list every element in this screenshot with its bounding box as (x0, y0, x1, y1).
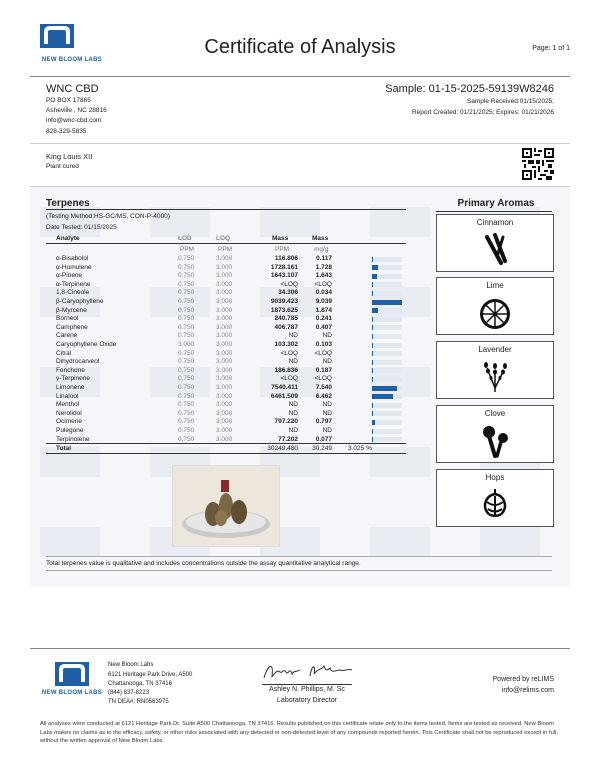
analyte-mass-ppm: ND (288, 409, 298, 417)
analyte-loq: 3.000 (216, 401, 233, 409)
signature-image (252, 658, 362, 684)
analyte-mass-mgg: 1.643 (315, 272, 332, 280)
analyte-loq: 3.000 (216, 332, 233, 340)
client-address-1: PO BOX 17865 (46, 97, 91, 104)
analyte-bar (372, 403, 373, 408)
analyte-mass-mgg: ND (322, 427, 332, 434)
analyte-bar (372, 291, 373, 296)
header-divider (30, 76, 570, 77)
analyte-loq: 3.000 (216, 435, 233, 443)
unit-mass-ppm: PPM (275, 246, 290, 253)
analyte-bar-track (372, 360, 402, 365)
analyte-mass-mgg: 1.728 (315, 263, 332, 271)
aroma-card-hops (436, 469, 554, 527)
analyte-name: Terpinolene (56, 435, 90, 443)
clove-icon (477, 422, 513, 458)
aroma-card-lavender (436, 341, 554, 399)
analyte-bar (372, 377, 373, 382)
analyte-bar (372, 351, 373, 356)
hops-icon (477, 486, 513, 522)
analyte-bar-track (372, 368, 402, 373)
col-header-analyte: Analyte (56, 235, 80, 242)
analyte-mass-ppm: ND (288, 401, 298, 409)
analyte-bar (372, 411, 373, 416)
analyte-mass-mgg: ND (322, 358, 332, 366)
analyte-mass-mgg: 0.077 (315, 435, 332, 443)
client-phone: 828-329-5835 (46, 128, 87, 135)
analyte-name: α-Bisabolol (56, 255, 89, 262)
aromas-title: Primary Aromas (457, 198, 535, 209)
analyte-lod: 0.750 (178, 427, 195, 434)
analyte-mass-mgg: ND (322, 332, 332, 340)
terpenes-method: (Testing Method:HS-GC/MS, CON-P-4000) (46, 213, 170, 220)
footer-lab-street: 6121 Heritage Park Drive, A500 (108, 672, 193, 678)
analyte-name: Carene (56, 332, 78, 340)
analyte-loq: 3.000 (216, 418, 233, 426)
analyte-bar (372, 437, 373, 442)
analyte-mass-ppm: 34.306 (278, 289, 298, 297)
footer-logo (38, 660, 106, 704)
analyte-mass-mgg: 7.540 (315, 384, 332, 391)
analyte-name: Fenchone (56, 366, 85, 374)
analyte-lod: 0.750 (178, 392, 195, 400)
analyte-loq: 3.000 (216, 323, 233, 331)
analyte-mass-mgg: <LOQ (314, 280, 332, 288)
analyte-mass-ppm: 1643.107 (270, 272, 298, 280)
page-title: Certificate of Analysis (204, 36, 396, 58)
analyte-loq: 3.000 (216, 289, 233, 297)
client-email: info@wnc-cbd.com (46, 117, 102, 124)
analyte-bar-track (372, 420, 402, 425)
analyte-mass-mgg: ND (322, 401, 332, 409)
analyte-bar (372, 343, 373, 348)
analyte-bar (372, 325, 373, 330)
analyte-mass-mgg: 0.034 (315, 289, 332, 297)
analyte-bar (372, 308, 378, 313)
analyte-bar-track (372, 325, 402, 330)
aroma-label: Lavender (478, 345, 512, 354)
terpenes-title-rule (46, 209, 406, 210)
analyte-mass-ppm: 1728.161 (270, 263, 298, 271)
analyte-mass-ppm: 406.787 (274, 323, 298, 331)
analyte-mass-mgg: ND (322, 409, 332, 417)
product-name: King Louis XII (46, 152, 93, 161)
total-ppm: 30249.480 (267, 445, 298, 452)
analyte-bar (372, 317, 373, 322)
disclaimer: All analyses were conducted at 6121 Heritage Park Dr, Suite A500 Chattanooga, TN 37416. Results published on this certificate relate only to the items tested. Items are tested as received. New Bloom Labs makes no claims as to the efficacy, safety, or other risks associated with any detected or non-detected level of any compounds reported herein. This Certificate shall not be reproduced except in full, without the written approval of New Bloom Labs. (40, 721, 559, 745)
note-rule-bottom (46, 570, 552, 571)
analyte-loq: 3.000 (216, 427, 233, 434)
analyte-bar-track (372, 351, 402, 356)
lime-icon (477, 294, 513, 330)
analyte-mass-mgg: <LOQ (314, 349, 332, 357)
analyte-bar (372, 394, 393, 399)
analyte-bar-track (372, 429, 402, 434)
analyte-lod: 0.750 (178, 263, 195, 271)
footer-lab-dea: TN DEA#: RN0563975 (108, 699, 169, 705)
analyte-bar-track (372, 411, 402, 416)
analyte-bar-track (372, 257, 402, 262)
analyte-loq: 3.000 (216, 358, 233, 366)
analyte-bar-track (372, 282, 402, 287)
analyte-bar (372, 386, 397, 391)
analyte-name: Dihydrocarveol (56, 358, 100, 366)
aroma-card-clove (436, 405, 554, 463)
analyte-bar-track (372, 403, 402, 408)
unit-mass-mgg: mg/g (314, 246, 329, 253)
analyte-name: Limonene (56, 384, 85, 391)
analyte-mass-mgg: 0.407 (315, 323, 332, 331)
signature-title: Laboratory Director (277, 697, 337, 704)
qr-code[interactable] (522, 148, 554, 180)
analyte-lod: 0.750 (178, 366, 195, 374)
sample-received: Sample Received:01/15/2025; (466, 98, 554, 105)
analyte-name: Nerolidol (56, 409, 82, 417)
analyte-lod: 0.750 (178, 272, 195, 280)
signature-name: Ashley N. Phillips, M. Sc (269, 686, 345, 693)
lavender-icon (477, 358, 513, 394)
lab-logo-text: NEW BLOOM LABS (41, 57, 103, 63)
analyte-lod: 0.750 (178, 435, 195, 443)
analyte-lod: 0.750 (178, 315, 195, 323)
analyte-lod: 0.750 (178, 332, 195, 340)
analyte-lod: 0.750 (178, 255, 195, 262)
analyte-mass-mgg: 6.462 (315, 392, 332, 400)
analyte-bar (372, 265, 378, 270)
page-number: Page: 1 of 1 (532, 45, 570, 52)
analyte-loq: 3.000 (216, 306, 233, 314)
aromas-title-rule (436, 211, 552, 212)
analyte-name: 1,8-Cineole (56, 289, 90, 297)
analyte-loq: 3.000 (216, 384, 233, 391)
footer-lab-phone: (844) 837-8223 (108, 690, 150, 696)
analyte-mass-ppm: 6461.509 (270, 392, 298, 400)
analyte-mass-mgg: 0.117 (316, 255, 332, 262)
analyte-name: Camphene (56, 323, 88, 331)
col-header-loq: LOQ (216, 235, 231, 242)
analyte-mass-ppm: 797.220 (274, 418, 298, 426)
analyte-loq: 3.000 (216, 255, 233, 262)
analyte-bar (372, 420, 375, 425)
analyte-bar-track (372, 334, 402, 339)
analyte-name: Linalool (56, 392, 79, 400)
product-type: Plant cured (46, 163, 79, 170)
analyte-mass-mgg: 0.103 (315, 341, 332, 348)
analyte-lod: 0.750 (178, 418, 195, 426)
analyte-mass-ppm: <LOQ (280, 375, 298, 383)
analyte-mass-ppm: 1873.625 (270, 306, 298, 314)
terpenes-title: Terpenes (46, 198, 90, 209)
client-name: WNC CBD (46, 83, 99, 95)
footer-lab-city: Chattanooga, TN 37416 (108, 681, 172, 687)
analyte-lod: 0.750 (178, 280, 195, 288)
analyte-lod: 0.750 (178, 409, 195, 417)
analyte-lod: 0.750 (178, 375, 195, 383)
analyte-bar (372, 429, 373, 434)
col-header-mass-ppm: Mass (272, 235, 289, 242)
analyte-lod: 3.000 (178, 341, 195, 348)
analyte-mass-ppm: <LOQ (280, 280, 298, 288)
total-percent: 3.025 % (348, 445, 372, 452)
analyte-name: Pulegone (56, 427, 84, 434)
analyte-loq: 3.000 (216, 409, 233, 417)
table-bottom-rule (46, 453, 406, 454)
analyte-mass-ppm: 103.302 (274, 341, 298, 348)
analyte-lod: 0.750 (178, 298, 195, 305)
total-mgg: 30.249 (312, 445, 332, 452)
terpenes-date: Date Tested: 01/15/2025 (46, 224, 117, 231)
powered-email[interactable]: info@relims.com (501, 687, 554, 694)
footer-divider (30, 648, 570, 649)
aroma-label: Lime (486, 281, 504, 290)
analyte-loq: 3.000 (216, 349, 233, 357)
analyte-name: Borneol (56, 315, 79, 323)
total-label: Total (56, 445, 72, 452)
analyte-loq: 3.000 (216, 366, 233, 374)
analyte-bar (372, 274, 377, 279)
col-header-mass-mgg: Mass (312, 235, 329, 242)
analyte-bar (372, 300, 402, 305)
analyte-loq: 3.000 (216, 315, 233, 323)
analyte-lod: 0.750 (178, 289, 195, 297)
terpenes-note: Total terpenes value is qualitative and includes concentrations outside the assay quantitative analytical range. (46, 560, 361, 567)
analyte-mass-mgg: 0.241 (315, 315, 332, 323)
analyte-loq: 3.000 (216, 392, 233, 400)
analyte-loq: 3.000 (216, 263, 233, 271)
analyte-bar (372, 360, 373, 365)
analyte-bar (372, 257, 373, 262)
analyte-lod: 0.750 (178, 306, 195, 314)
analyte-mass-ppm: 77.202 (278, 435, 298, 443)
analyte-lod: 0.750 (178, 349, 195, 357)
analyte-loq: 3.000 (216, 341, 233, 348)
analyte-bar (372, 368, 373, 373)
analyte-mass-ppm: 116.806 (274, 255, 298, 262)
analyte-mass-mgg: 0.187 (315, 366, 332, 374)
analyte-bar (372, 282, 373, 287)
aroma-label: Cinnamon (476, 218, 514, 227)
analyte-bar-track (372, 317, 402, 322)
analyte-name: α-Terpinene (56, 280, 91, 288)
col-header-lod: LOD (178, 235, 192, 242)
analyte-mass-ppm: 9039.423 (270, 298, 298, 305)
analyte-bar (372, 334, 373, 339)
aroma-label: Hops (485, 473, 505, 482)
analyte-loq: 3.000 (216, 375, 233, 383)
client-address-2: Asheville , NC 28816 (46, 107, 107, 114)
analyte-mass-ppm: ND (288, 427, 298, 434)
analyte-name: γ-Terpinene (56, 375, 90, 383)
analyte-lod: 0.750 (178, 358, 195, 366)
footer-logo-icon (53, 660, 91, 688)
analyte-loq: 3.000 (216, 280, 233, 288)
analyte-mass-ppm: 186.836 (274, 366, 298, 374)
footer-lab-name: New Bloom Labs (108, 662, 154, 668)
analyte-name: β-Myrcene (56, 306, 87, 314)
cinnamon-icon (477, 231, 513, 267)
analyte-loq: 3.000 (216, 298, 233, 305)
analyte-mass-ppm: <LOQ (280, 349, 298, 357)
analyte-bar-track (372, 343, 402, 348)
analyte-mass-mgg: 1.874 (315, 306, 332, 314)
analyte-lod: 0.750 (178, 384, 195, 391)
powered-by: Powered by reLIMS (492, 676, 554, 683)
note-rule-top (46, 556, 552, 557)
analyte-name: Citral (56, 349, 72, 357)
analyte-lod: 0.750 (178, 401, 195, 409)
analyte-name: Caryophyllene Oxide (56, 341, 117, 348)
analyte-name: α-Pinene (56, 272, 83, 280)
report-dates: Report Created: 01/21/2025; Expires: 01/21/2026 (411, 109, 554, 116)
sample-photo (172, 465, 280, 547)
sample-id: Sample: 01-15-2025-59139W8246 (385, 83, 554, 95)
unit-loq: PPM (218, 246, 233, 253)
analyte-bar-track (372, 437, 402, 442)
footer-logo-text: NEW BLOOM LABS (41, 690, 103, 696)
unit-lod: PPM (180, 246, 195, 253)
aroma-card-cinnamon (436, 214, 554, 272)
analyte-mass-mgg: 0.797 (315, 418, 332, 426)
aroma-card-lime (436, 277, 554, 335)
analyte-name: β-Caryophyllene (56, 298, 104, 305)
analyte-lod: 0.750 (178, 323, 195, 331)
analyte-name: Ocimene (56, 418, 83, 426)
analyte-mass-ppm: ND (288, 332, 298, 340)
analyte-mass-ppm: 240.785 (274, 315, 298, 323)
analyte-mass-mgg: 9.039 (315, 298, 332, 305)
aroma-label: Clove (484, 409, 506, 418)
analyte-loq: 3.000 (216, 272, 233, 280)
signature-line (262, 684, 352, 685)
analyte-name: α-Humulene (56, 263, 92, 271)
table-header-rule (46, 243, 406, 244)
table-total-rule (46, 443, 406, 444)
analyte-mass-ppm: 7540.411 (271, 384, 298, 391)
analyte-bar-track (372, 377, 402, 382)
analyte-mass-mgg: <LOQ (314, 375, 332, 383)
analyte-mass-ppm: ND (288, 358, 298, 366)
section-divider (30, 143, 570, 144)
analyte-name: Menthol (56, 401, 80, 409)
analyte-bar-track (372, 291, 402, 296)
